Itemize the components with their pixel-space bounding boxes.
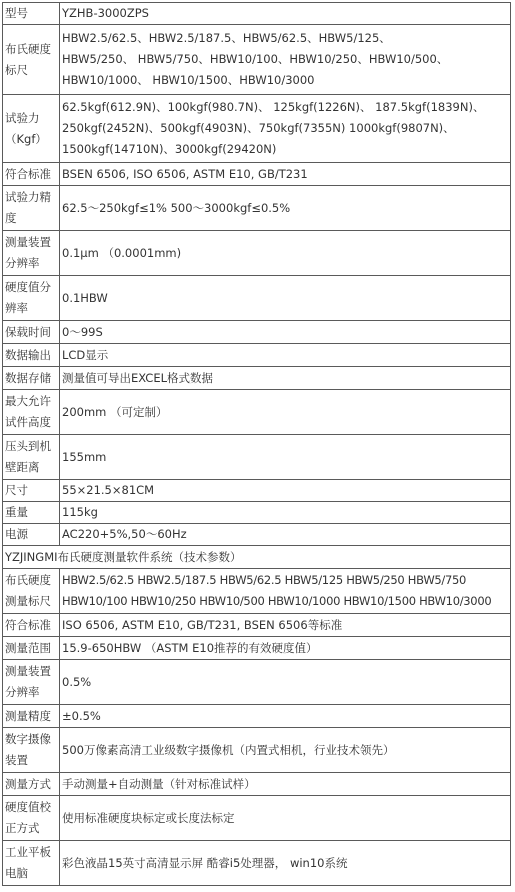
row-value: HBW2.5/62.5 HBW2.5/187.5 HBW5/62.5 HBW5/125 HBW5/250 HBW5/750 HBW10/100 HBW10/250 HBW10/500 HBW10/1000 HBW10/1500 HBW10/3000 — [60, 569, 511, 614]
row-value: 使用标准硬度块标定或长度法标定 — [60, 796, 511, 841]
row-value: 0.1HBW — [60, 276, 511, 321]
row-label: 尺寸 — [3, 480, 60, 502]
row-label: 符合标准 — [3, 614, 60, 637]
row-label: 数字摄像 装置 — [3, 728, 60, 773]
row-label: 工业平板 电脑 — [3, 841, 60, 886]
row-label: 测量精度 — [3, 705, 60, 728]
row-label: 最大允许 试件高度 — [3, 390, 60, 435]
row-label: 数据输出 — [3, 344, 60, 367]
row-value: 55×21.5×81CM — [60, 480, 511, 502]
row-label: 测量装置 分辨率 — [3, 660, 60, 705]
row-value: 15.9-650HBW （ASTM E10推荐的有效硬度值） — [60, 637, 511, 660]
row-label: 符合标准 — [3, 163, 60, 186]
row-value: 0～99S — [60, 321, 511, 344]
table-row — [3, 344, 511, 367]
row-label: 试验力精 度 — [3, 186, 60, 231]
table-row — [3, 186, 511, 231]
table-row — [3, 660, 511, 705]
row-value: 200mm （可定制） — [60, 390, 511, 435]
table-row — [3, 321, 511, 344]
row-value: 彩色液晶15英寸高清显示屏 酷睿i5处理器， win10系统 — [60, 841, 511, 886]
row-value: 155mm — [60, 435, 511, 480]
row-value: 0.5% — [60, 660, 511, 705]
row-value: 0.1μm （0.0001mm) — [60, 231, 511, 276]
table-row — [3, 231, 511, 276]
row-value: ±0.5% — [60, 705, 511, 728]
row-label: 型号 — [3, 3, 60, 25]
row-label: 保载时间 — [3, 321, 60, 344]
table-row — [3, 435, 511, 480]
table-row — [3, 841, 511, 886]
row-value: YZHB-3000ZPS — [60, 3, 511, 25]
row-label: 硬度值分 辨率 — [3, 276, 60, 321]
row-value: 115kg — [60, 502, 511, 524]
row-label: 测量装置 分辨率 — [3, 231, 60, 276]
table-row — [3, 95, 511, 163]
row-label: 电源 — [3, 524, 60, 546]
table-row — [3, 705, 511, 728]
table-row — [3, 728, 511, 773]
row-value: 500万像素高清工业级数字摄像机（内置式相机，行业技术领先） — [60, 728, 511, 773]
table-row — [3, 637, 511, 660]
table-row — [3, 390, 511, 435]
row-value: HBW2.5/62.5、HBW2.5/187.5、HBW5/62.5、HBW5/125、 HBW5/250、 HBW5/750、HBW10/100、HBW10/250、HBW10/500、 HBW10/1000、 HBW10/1500、HBW10/3000 — [60, 25, 511, 95]
row-value: BSEN 6506, ISO 6506, ASTM E10, GB/T231 — [60, 163, 511, 186]
row-label: 硬度值校 正方式 — [3, 796, 60, 841]
row-label: 布氏硬度 标尺 — [3, 25, 60, 95]
row-value: AC220+5%,50～60Hz — [60, 524, 511, 546]
row-label: 测量方式 — [3, 773, 60, 796]
table-row — [3, 614, 511, 637]
table-row — [3, 773, 511, 796]
row-value: 测量值可导出EXCEL格式数据 — [60, 367, 511, 390]
table-row — [3, 796, 511, 841]
table-row — [3, 367, 511, 390]
table-row — [3, 480, 511, 502]
row-label: 测量范围 — [3, 637, 60, 660]
table-row — [3, 276, 511, 321]
row-label: 数据存储 — [3, 367, 60, 390]
section-title: YZJINGMI布氏硬度测量软件系统（技术参数） — [3, 546, 511, 569]
table-row — [3, 3, 511, 25]
table-row — [3, 502, 511, 524]
row-value: 62.5～250kgf≤1% 500～3000kgf≤0.5% — [60, 186, 511, 231]
table-row — [3, 569, 511, 614]
section-header-row — [3, 546, 511, 569]
row-label: 布氏硬度 测量标尺 — [3, 569, 60, 614]
table-row — [3, 163, 511, 186]
table-row — [3, 25, 511, 95]
row-value: ISO 6506, ASTM E10, GB/T231, BSEN 6506等标准 — [60, 614, 511, 637]
row-label: 压头到机 壁距离 — [3, 435, 60, 480]
row-value: LCD显示 — [60, 344, 511, 367]
row-value: 手动测量+自动测量（针对标准试样） — [60, 773, 511, 796]
row-label: 重量 — [3, 502, 60, 524]
row-value: 62.5kgf(612.9N)、100kgf(980.7N)、 125kgf(1226N)、 187.5kgf(1839N)、 250kgf(2452N)、500kgf(4903N)、750kgf(7355N) 1000kgf(9807N)、 1500kgf(14710N)、3000kgf(29420N) — [60, 95, 511, 163]
spec-table — [2, 2, 511, 886]
row-label: 试验力 （Kgf） — [3, 95, 60, 163]
table-row — [3, 524, 511, 546]
